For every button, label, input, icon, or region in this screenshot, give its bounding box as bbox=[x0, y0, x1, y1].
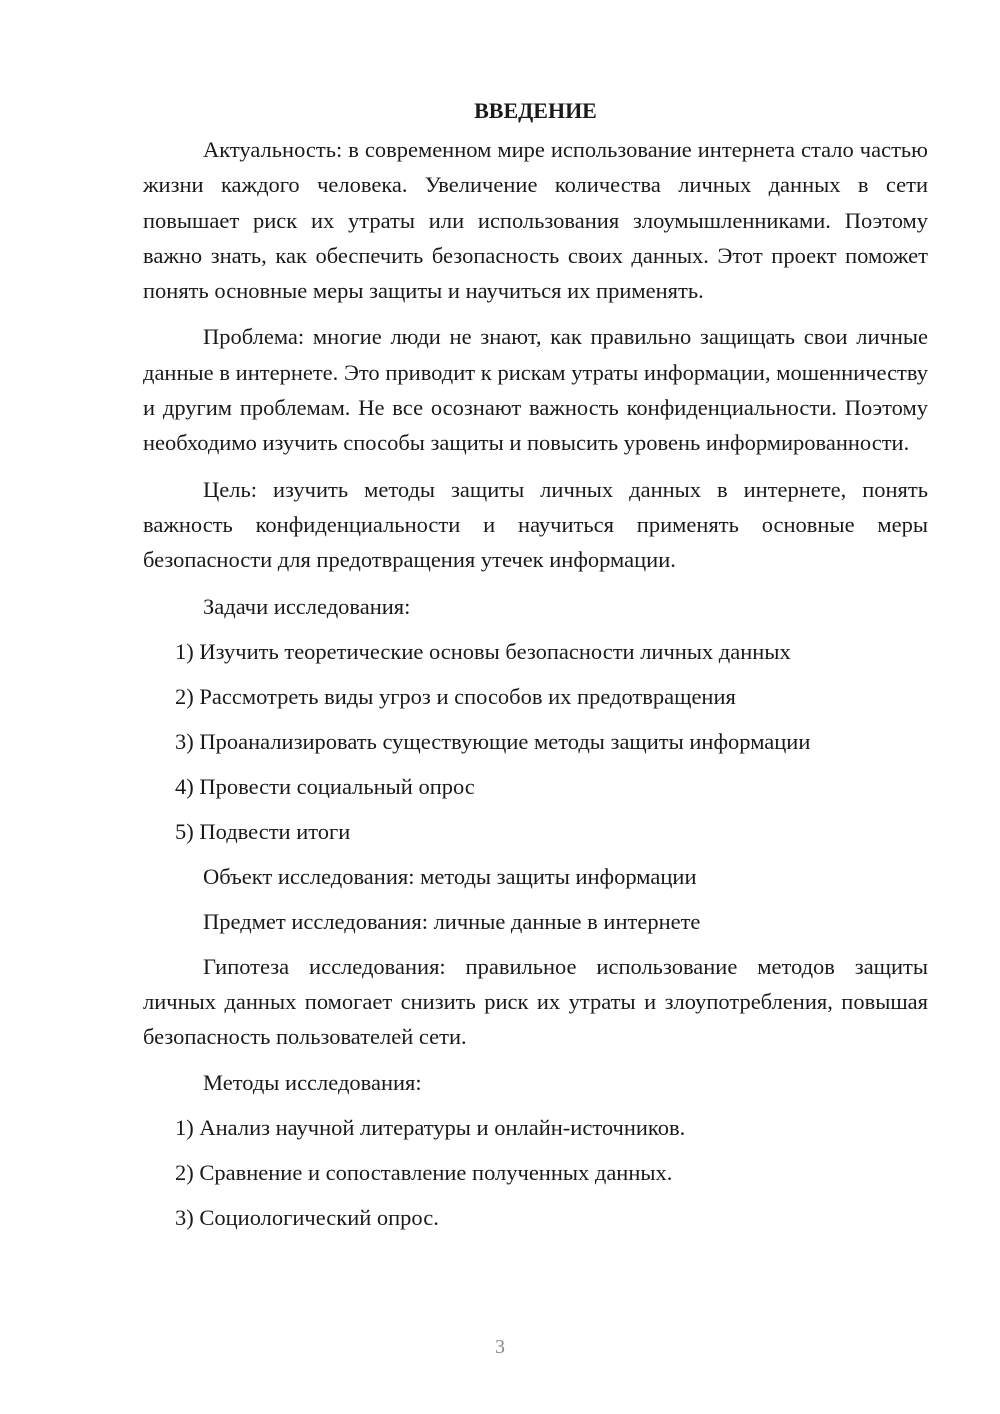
section-title: ВВЕДЕНИЕ bbox=[474, 98, 597, 123]
task-item: 1) Изучить теоретические основы безопасности личных данных bbox=[175, 638, 791, 664]
methods-list bbox=[143, 1110, 928, 1235]
research-subject: Предмет исследования: личные данные в интернете bbox=[203, 908, 701, 934]
paragraph-hypothesis: Гипотеза исследования: правильное использование методов защиты личных данных помогает снизить риск их утраты и злоупотребления, повышая безопасность пользователей сети. bbox=[143, 953, 928, 1050]
method-item: 1) Анализ научной литературы и онлайн-источников. bbox=[175, 1115, 686, 1141]
task-item: 2) Рассмотреть виды угроз и способов их предотвращения bbox=[175, 683, 736, 709]
task-item: 4) Провести социальный опрос bbox=[175, 773, 475, 799]
methods-heading: Методы исследования: bbox=[203, 1070, 422, 1096]
method-item: 3) Социологический опрос. bbox=[175, 1205, 439, 1231]
page-content bbox=[143, 94, 928, 1245]
paragraph-problem: Проблема: многие люди не знают, как правильно защищать свои личные данные в интернете. Это приводит к рискам утраты информации, мошенничеству и другим проблемам. Не все осознают важность конфиденциальности. Поэтому необходимо изучить способы защиты и повысить уровень информированности. bbox=[143, 324, 928, 456]
research-object: Объект исследования: методы защиты информации bbox=[203, 863, 697, 889]
task-item: 3) Проанализировать существующие методы защиты информации bbox=[175, 728, 811, 754]
paragraph-goal: Цель: изучить методы защиты личных данных в интернете, понять важность конфиденциальности и научиться применять основные меры безопасности для предотвращения утечек информации. bbox=[143, 476, 928, 573]
tasks-heading: Задачи исследования: bbox=[203, 593, 411, 619]
page-number: 3 bbox=[495, 1336, 505, 1358]
paragraph-relevance: Актуальность: в современном мире использование интернета стало частью жизни каждого человека. Увеличение количества личных данных в сети повышает риск их утраты или использования злоумышленниками. Поэтому важно знать, как обеспечить безопасность своих данных. Этот проект поможет понять основные меры защиты и научиться их применять. bbox=[143, 137, 928, 304]
task-item: 5) Подвести итоги bbox=[175, 818, 351, 844]
tasks-list bbox=[143, 634, 928, 849]
method-item: 2) Сравнение и сопоставление полученных данных. bbox=[175, 1160, 673, 1186]
